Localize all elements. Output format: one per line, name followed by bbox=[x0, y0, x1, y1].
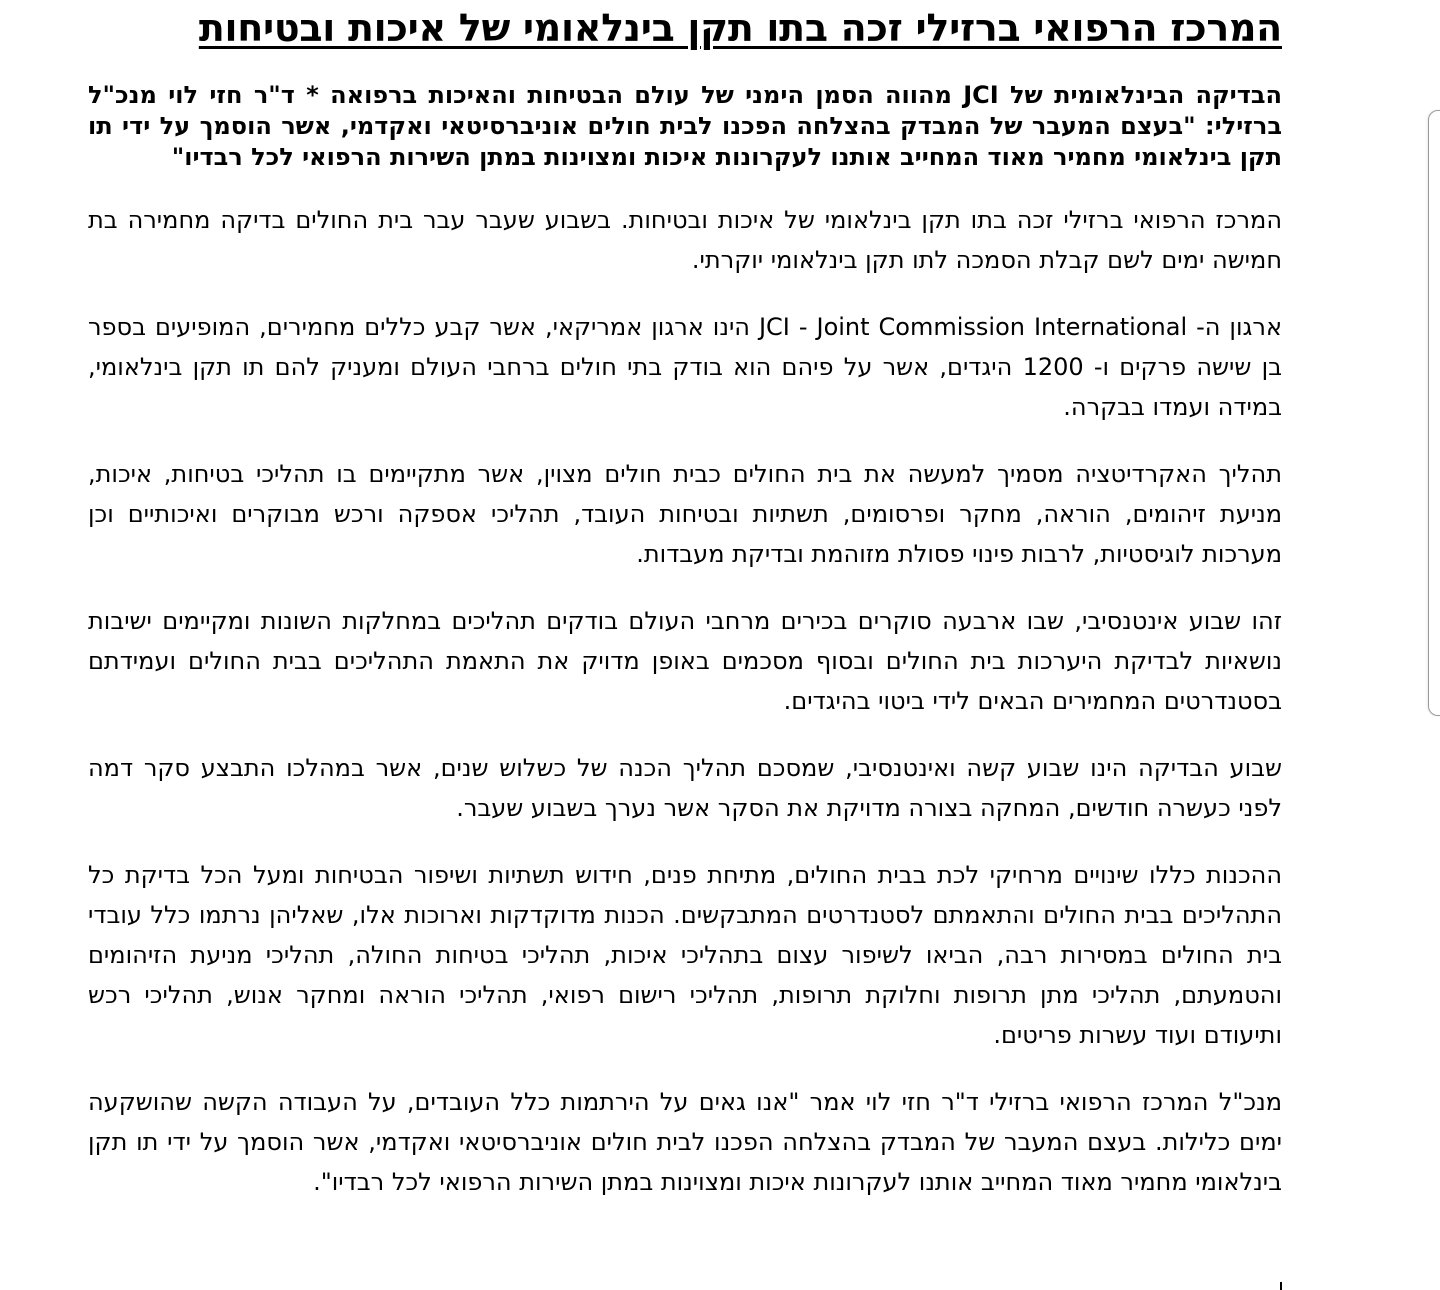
paragraph-1: המרכז הרפואי ברזילי זכה בתו תקן בינלאומי של איכות ובטיחות. בשבוע שעבר עבר בית החולים בדיקה מחמירה בת חמישה ימים לשם קבלת הסמכה לתו תקן בינלאומי יוקרתי. bbox=[88, 206, 1282, 274]
paragraph-4: זהו שבוע אינטנסיבי, שבו ארבעה סוקרים בכירים מרחבי העולם בודקים תהליכים במחלקות השונות ומקיימים ישיבות נושאיות לבדיקת היערכות בית החולים ובסוף מסכמים באופן מדויק את התאמת התהליכים בבית החולים ועמידתם בסטנדרטים המחמירים הבאים לידי ביטוי בהיגדים. bbox=[88, 607, 1282, 715]
paragraph-2: ארגון ה- JCI - Joint Commission International הינו ארגון אמריקאי, אשר קבע כללים מחמירים, המופיעים בספר בן שישה פרקים ו- 1200 היגדים, אשר על פיהם הוא בודק בתי חולים ברחבי העולם ומעניק להם תו תקן בינלאומי, במידה ועמדו בבקרה. bbox=[88, 313, 1282, 421]
page-edge-mark bbox=[1280, 1282, 1282, 1290]
side-panel-handle[interactable] bbox=[1428, 110, 1440, 716]
paragraph-3: תהליך האקרדיטציה מסמיך למעשה את בית החולים כבית חולים מצוין, אשר מתקיימים בו תהליכי בטיחות, איכות, מניעת זיהומים, הוראה, מחקר ופרסומים, תשתיות ובטיחות העובד, תהליכי אספקה ורכש מבוקרים ואיכותיים וכן מערכות לוגיסטיות, לרבות פינוי פסולת מזוהמת ובדיקת מעבדות. bbox=[88, 460, 1282, 568]
article-title: המרכז הרפואי ברזילי זכה בתו תקן בינלאומי של איכות ובטיחות bbox=[198, 6, 1282, 50]
document-page bbox=[88, 0, 1282, 1202]
paragraph-7: מנכ"ל המרכז הרפואי ברזילי ד"ר חזי לוי אמר "אנו גאים על הירתמות כלל העובדים, על העבודה הקשה שהושקעה ימים כלילות. בעצם המעבר של המבדק בהצלחה הפכנו לבית חולים אוניברסיטאי ואקדמי, אשר הוסמך על ידי תו תקן בינלאומי מחמיר מאוד המחייב אותנו לעקרונות איכות ומצוינות במתן השירות הרפואי לכל רבדיו". bbox=[88, 1088, 1282, 1196]
article-lead: הבדיקה הבינלאומית של JCI מהווה הסמן הימני של עולם הבטיחות והאיכות ברפואה * ד"ר חזי לוי מנכ"ל ברזילי: "בעצם המעבר של המבדק בהצלחה הפכנו לבית חולים אוניברסיטאי ואקדמי, אשר הוסמך על ידי תו תקן בינלאומי מחמיר מאוד המחייב אותנו לעקרונות איכות ומצוינות במתן השירות הרפואי לכל רבדיו" bbox=[88, 81, 1282, 171]
paragraph-5: שבוע הבדיקה הינו שבוע קשה ואינטנסיבי, שמסכם תהליך הכנה של כשלוש שנים, אשר במהלכו התבצע סקר דמה לפני כעשרה חודשים, המחקה בצורה מדויקת את הסקר אשר נערך בשבוע שעבר. bbox=[88, 754, 1282, 822]
paragraph-6: ההכנות כללו שינויים מרחיקי לכת בבית החולים, מתיחת פנים, חידוש תשתיות ושיפור הבטיחות ומעל הכל בדיקת כל התהליכים בבית החולים והתאמתם לסטנדרטים המתבקשים. הכנות מדוקדקות וארוכות אלו, שאליהן נרתמו כלל עובדי בית החולים במסירות רבה, הביאו לשיפור עצום בתהליכי איכות, תהליכי בטיחות החולה, תהליכי מניעת הזיהומים והטמעתם, תהליכי מתן תרופות וחלוקת תרופות, תהליכי רישום רפואי, תהליכי הוראה ומחקר אנוש, תהליכי רכש ותיעודם ועוד עשרות פריטים. bbox=[88, 861, 1282, 1049]
